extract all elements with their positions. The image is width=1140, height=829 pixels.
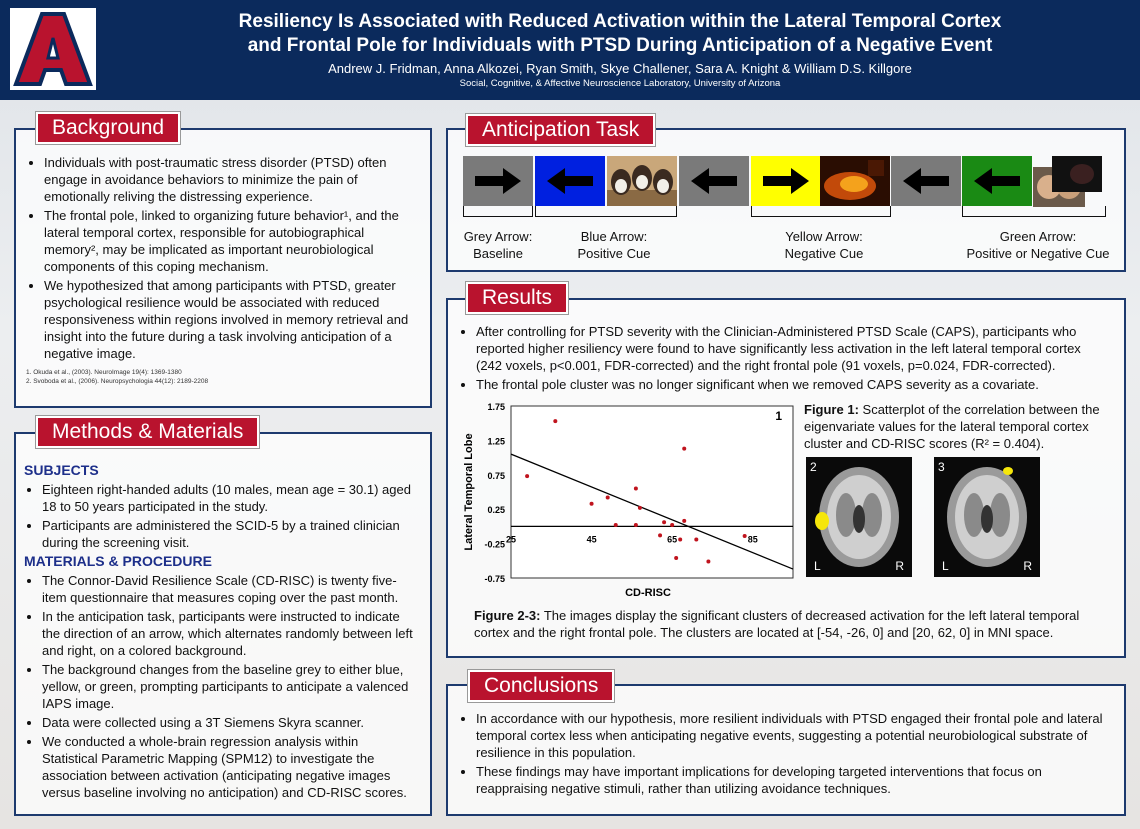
materials-bullet: • In the anticipation task, participants were instructed to indicate the direction of an arrow, which alternates randomly between left and right, on a colored background. <box>42 608 416 659</box>
data-point <box>658 533 662 537</box>
negative-image-dark <box>1052 156 1102 192</box>
right-arrow-icon <box>763 168 809 194</box>
methods-panel <box>14 432 432 816</box>
title-line-1: Resiliency Is Associated with Reduced Activation within the Lateral Temporal Cortex <box>238 11 1002 32</box>
scatterplot <box>456 398 796 602</box>
conclusions-bullet: • In accordance with our hypothesis, more resilient individuals with PTSD engaged their frontal pole and lateral temporal cortex less when anticipating negative events, suggesting a potential neurobiological substrate of resilience in this population. <box>476 710 1108 761</box>
left-arrow-icon <box>903 168 949 194</box>
y-tick-label: 0.25 <box>487 505 505 516</box>
reference-1: 1. Okuda et al., (2003). NeuroImage 19(4): 1369-1380 <box>26 369 182 376</box>
bracket-mixed <box>962 206 1106 217</box>
condition-desc: Baseline <box>473 246 523 261</box>
background-content <box>26 154 412 386</box>
methods-heading: Methods & Materials <box>36 416 259 448</box>
data-point <box>694 537 698 541</box>
results-bullet: • The frontal pole cluster was no longer significant when we removed CAPS severity as a covariate. <box>476 376 1108 393</box>
university-logo <box>10 8 96 90</box>
subjects-bullet: • Eighteen right-handed adults (10 males, mean age = 30.1) aged 18 to 50 years participated in the study. <box>42 481 416 515</box>
blue-left-arrow-frame <box>535 156 605 206</box>
figure-2-3-label: Figure 2-3: <box>474 608 541 623</box>
materials-bullet: • The Connor-David Resilience Scale (CD-RISC) is twenty five-item questionnaire that measures coping over the past month. <box>42 572 416 606</box>
data-point <box>614 523 618 527</box>
reference-2: 2. Svoboda et al., (2006). Neuropsychologia 44(12): 2189-2208 <box>26 378 209 385</box>
right-arrow-icon <box>475 168 521 194</box>
data-point <box>678 537 682 541</box>
left-arrow-icon <box>974 168 1020 194</box>
references <box>26 368 412 386</box>
bracket-baseline <box>463 206 533 217</box>
title-line-2: and Frontal Pole for Individuals with PTSD During Anticipation of a Negative Event <box>247 35 993 56</box>
y-tick-label: 1.75 <box>487 402 505 412</box>
right-marker: R <box>895 559 904 573</box>
condition-desc: Negative Cue <box>784 246 864 261</box>
brain-number: 2 <box>810 460 817 474</box>
figure-2-3-caption <box>474 607 1110 641</box>
condition-label: Grey Arrow: <box>463 229 533 244</box>
left-marker: L <box>942 559 949 573</box>
y-tick-label: -0.75 <box>484 574 505 584</box>
data-point <box>638 506 642 510</box>
data-point <box>590 502 594 506</box>
bracket-positive <box>535 206 677 217</box>
x-tick-label: 65 <box>667 534 678 545</box>
right-marker: R <box>1023 559 1032 573</box>
data-point <box>634 487 638 491</box>
data-point <box>662 520 666 524</box>
y-tick-label: -0.25 <box>484 539 505 550</box>
positive-image-puppies <box>607 156 677 206</box>
conclusions-content <box>458 710 1108 799</box>
poster-header <box>0 0 1140 100</box>
subjects-bullet: • Participants are administered the SCID-5 by a trained clinician during the screening visit. <box>42 517 416 551</box>
results-content <box>458 323 1108 395</box>
bracket-negative <box>751 206 891 217</box>
condition-desc: Positive or Negative Cue <box>966 246 1110 261</box>
condition-label: Green Arrow: <box>999 229 1077 244</box>
background-bullet: • The frontal pole, linked to organizing future behavior¹, and the lateral temporal cortex, responsible for autobiographical memory², may be implicated as important neurobiological components of this coping mechanism. <box>44 207 412 275</box>
condition-desc: Positive Cue <box>577 246 651 261</box>
data-point <box>634 523 638 527</box>
data-point <box>674 556 678 560</box>
task-heading: Anticipation Task <box>466 114 655 146</box>
figure-1-text: Scatterplot of the correlation between the eigenvariate values for the lateral temporal cortex cluster and CD-RISC scores (R² = 0.404). <box>804 402 1100 451</box>
y-axis-label: Lateral Temporal Lobe <box>463 433 475 551</box>
subjects-heading: SUBJECTS <box>24 462 99 478</box>
authors: Andrew J. Fridman, Anna Alkozei, Ryan Smith, Skye Challener, Sara A. Knight & William D.S. Killgore <box>328 61 912 76</box>
affiliation: Social, Cognitive, & Affective Neuroscience Laboratory, University of Arizona <box>459 78 781 89</box>
poster-title-block <box>120 10 1120 89</box>
condition-label: Yellow Arrow: <box>785 229 863 244</box>
left-marker: L <box>814 559 821 573</box>
condition-yellow <box>770 228 878 262</box>
condition-green <box>962 228 1114 262</box>
condition-grey <box>452 228 544 262</box>
figure-1-label: Figure 1: <box>804 402 859 417</box>
y-tick-label: 1.25 <box>487 436 505 447</box>
data-point <box>670 523 674 527</box>
green-left-arrow-frame <box>962 156 1032 206</box>
materials-bullet: • We conducted a whole-brain regression analysis within Statistical Parametric Mapping (SPM12) to investigate the association between activation (anticipating negative images versus baseline involving no anticipation) and CD-RISC scores. <box>42 733 416 801</box>
x-tick-label: 25 <box>505 534 517 545</box>
methods-content <box>24 460 416 803</box>
data-point <box>743 534 747 538</box>
x-tick-label: 45 <box>586 534 597 545</box>
materials-heading: MATERIALS & PROCEDURE <box>24 553 212 569</box>
brain-image-3 <box>934 457 1040 577</box>
data-point <box>706 559 710 563</box>
conclusions-bullet: • These findings may have important implications for developing targeted interventions that focus on reappraising negative stimuli, rather than utilizing avoidance techniques. <box>476 763 1108 797</box>
data-point <box>553 419 557 423</box>
grey-left-arrow-frame-2 <box>891 156 961 206</box>
brain-image-2 <box>806 457 912 577</box>
negative-image-fire <box>820 156 890 206</box>
background-bullet: • We hypothesized that among participants with PTSD, greater psychological resilience would be associated with reduced responsiveness within regions involved in memory retrieval and insight into the future during a task involving anticipation of a negative image. <box>44 277 412 362</box>
background-panel <box>14 128 432 408</box>
condition-blue <box>560 228 668 262</box>
data-point <box>682 519 686 523</box>
left-arrow-icon <box>691 168 737 194</box>
brain-number: 3 <box>938 460 945 474</box>
background-heading: Background <box>36 112 180 144</box>
results-heading: Results <box>466 282 568 314</box>
yellow-right-arrow-frame <box>751 156 821 206</box>
background-bullet: • Individuals with post-traumatic stress disorder (PTSD) often engage in avoidance behaviors to minimize the pain of emotionally reliving the distressing experience. <box>44 154 412 205</box>
data-point <box>606 496 610 500</box>
panel-label: 1 <box>775 409 782 423</box>
x-axis-label: CD-RISC <box>625 587 671 599</box>
y-tick-label: 0.75 <box>487 470 505 481</box>
results-bullet: • After controlling for PTSD severity with the Clinician-Administered PTSD Scale (CAPS), participants who reported higher resiliency were found to have significantly less activation in the left lateral temporal cortex (242 voxels, p<0.001, FDR-corrected) and the right frontal pole (91 voxels, p=0.024, FDR-corrected). <box>476 323 1108 374</box>
condition-label: Blue Arrow: <box>580 229 648 244</box>
materials-bullet: • The background changes from the baseline grey to either blue, yellow, or green, prompting participants to anticipate a valenced IAPS image. <box>42 661 416 712</box>
materials-bullet: • Data were collected using a 3T Siemens Skyra scanner. <box>42 714 416 731</box>
grey-right-arrow-frame <box>463 156 533 206</box>
left-arrow-icon <box>547 168 593 194</box>
data-point <box>682 447 686 451</box>
data-point <box>525 474 529 478</box>
x-tick-label: 85 <box>747 534 758 545</box>
figure-1-caption <box>804 401 1109 452</box>
conclusions-heading: Conclusions <box>468 670 614 702</box>
grey-left-arrow-frame <box>679 156 749 206</box>
figure-2-3-text: The images display the significant clusters of decreased activation for the left lateral temporal cortex and the right frontal pole. The clusters are located at [-54, -26, 0] and [20, 62, 0] in MNI space. <box>474 608 1080 640</box>
